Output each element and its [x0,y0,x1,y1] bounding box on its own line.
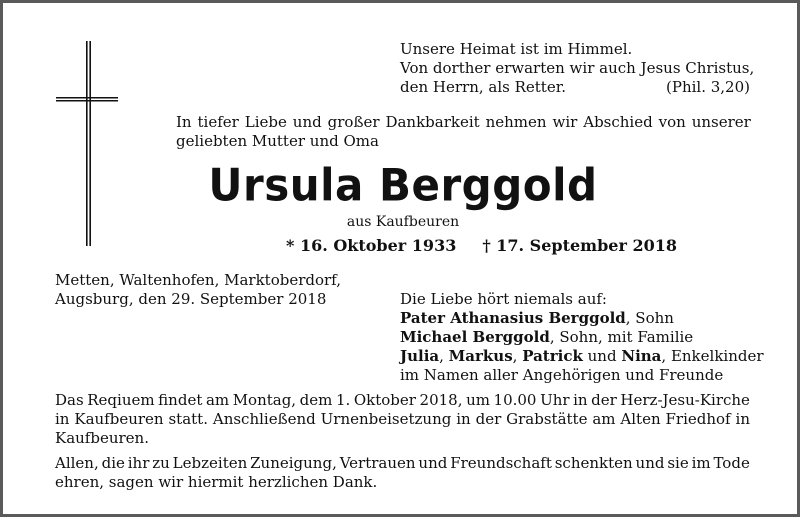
word: wir [552,113,578,131]
mourners-list [400,290,764,385]
word: am [205,391,230,409]
mourner-relation: , Sohn [625,309,674,327]
word: statt. [168,410,208,428]
word: Urnenbeisetzung [320,410,452,428]
quote-line: den Herrn, als Retter. [400,78,567,96]
mourner-conjunction: und [587,347,617,365]
word: Dankbarkeit [385,113,480,131]
intro-text [176,113,751,151]
word: großer [327,113,380,131]
word: die [101,454,125,472]
thanks-line: ehren, sagen wir hiermit herzlichen Dank. [55,473,378,491]
word: am [592,410,616,428]
mourner-relation: , Sohn, mit Familie [549,328,694,346]
word: Friedhof [665,410,731,428]
word: findet [158,391,203,409]
thanks-text [55,454,750,492]
word: in [735,410,750,428]
quote-line: Von dorther erwarten wir auch Jesus Christus, [400,59,755,77]
word: Allen, [55,454,99,472]
word: Herz-Jesu-Kirche [620,391,750,409]
word: in [55,410,70,428]
mourner-name: Markus [448,347,513,365]
word: um [466,391,490,409]
mourner-name: Michael Berggold [400,328,550,346]
bible-quote [400,40,755,97]
mourners-intro: Die Liebe hört niemals auf: [400,290,607,308]
quote-line: Unsere Heimat ist im Himmel. [400,40,633,58]
word: Grabstätte [506,410,588,428]
word: Liebe [244,113,287,131]
requiem-info [55,391,750,448]
word: Das [55,391,84,409]
word: unserer [691,113,751,131]
word: 2018, [419,391,463,409]
mourner-relation: , Enkelkinder [661,347,764,365]
word: 10.00 [493,391,537,409]
word: Vertrauen [339,454,416,472]
place-line: Metten, Waltenhofen, Marktoberdorf, [55,271,341,289]
word: schenkten [554,454,633,472]
word: der [591,391,617,409]
word: 1. [335,391,351,409]
word: und [418,454,448,472]
word: Tode [713,454,750,472]
mourner-line: Julia, Markus, Patrick und Nina, Enkelkinder [400,347,764,365]
birth-date: * 16. Oktober 1933 [286,236,457,255]
word: ihr [127,454,150,472]
mourner-line [400,328,764,347]
word: Anschließend [212,410,316,428]
word: von [658,113,686,131]
word: Reqiuem [87,391,155,409]
word: sie [667,454,689,472]
mourner-name: Pater Athanasius Berggold [400,309,626,327]
word: zu [152,454,170,472]
deceased-name: Ursula Berggold [208,159,598,212]
death-date: † 17. September 2018 [482,236,677,255]
requiem-line: Kaufbeuren. [55,429,149,447]
word: in [573,391,588,409]
place-line: Augsburg, den 29. September 2018 [55,290,327,308]
life-dates [286,236,677,256]
intro-line: geliebten Mutter und Oma [176,132,379,150]
mourner-name: Patrick [522,347,583,365]
word: nehmen [485,113,547,131]
word: Montag, [232,391,297,409]
word: Zuneigung, [250,454,337,472]
word: und [635,454,665,472]
requiem-line [55,410,750,429]
word: Abschied [583,113,653,131]
word: und [292,113,322,131]
word: der [475,410,502,428]
word: Alten [620,410,661,428]
word: Oktober [353,391,416,409]
mourner-line [400,309,764,328]
deceased-origin: aus Kaufbeuren [346,214,460,230]
word: Uhr [540,391,570,409]
mourner-name: Nina [621,347,662,365]
mourners-closing: im Namen aller Angehörigen und Freunde [400,366,724,384]
requiem-line [55,391,750,410]
place-and-date [55,271,341,309]
intro-line [176,113,751,132]
thanks-line [55,454,750,473]
word: Freundschaft [450,454,552,472]
word: Kaufbeuren [74,410,164,428]
word: Lebzeiten [172,454,248,472]
word: dem [299,391,333,409]
mourner-name: Julia [400,347,440,365]
word: in [456,410,471,428]
word: In [176,113,192,131]
word: im [691,454,711,472]
quote-reference: (Phil. 3,20) [666,78,750,96]
word: tiefer [197,113,239,131]
